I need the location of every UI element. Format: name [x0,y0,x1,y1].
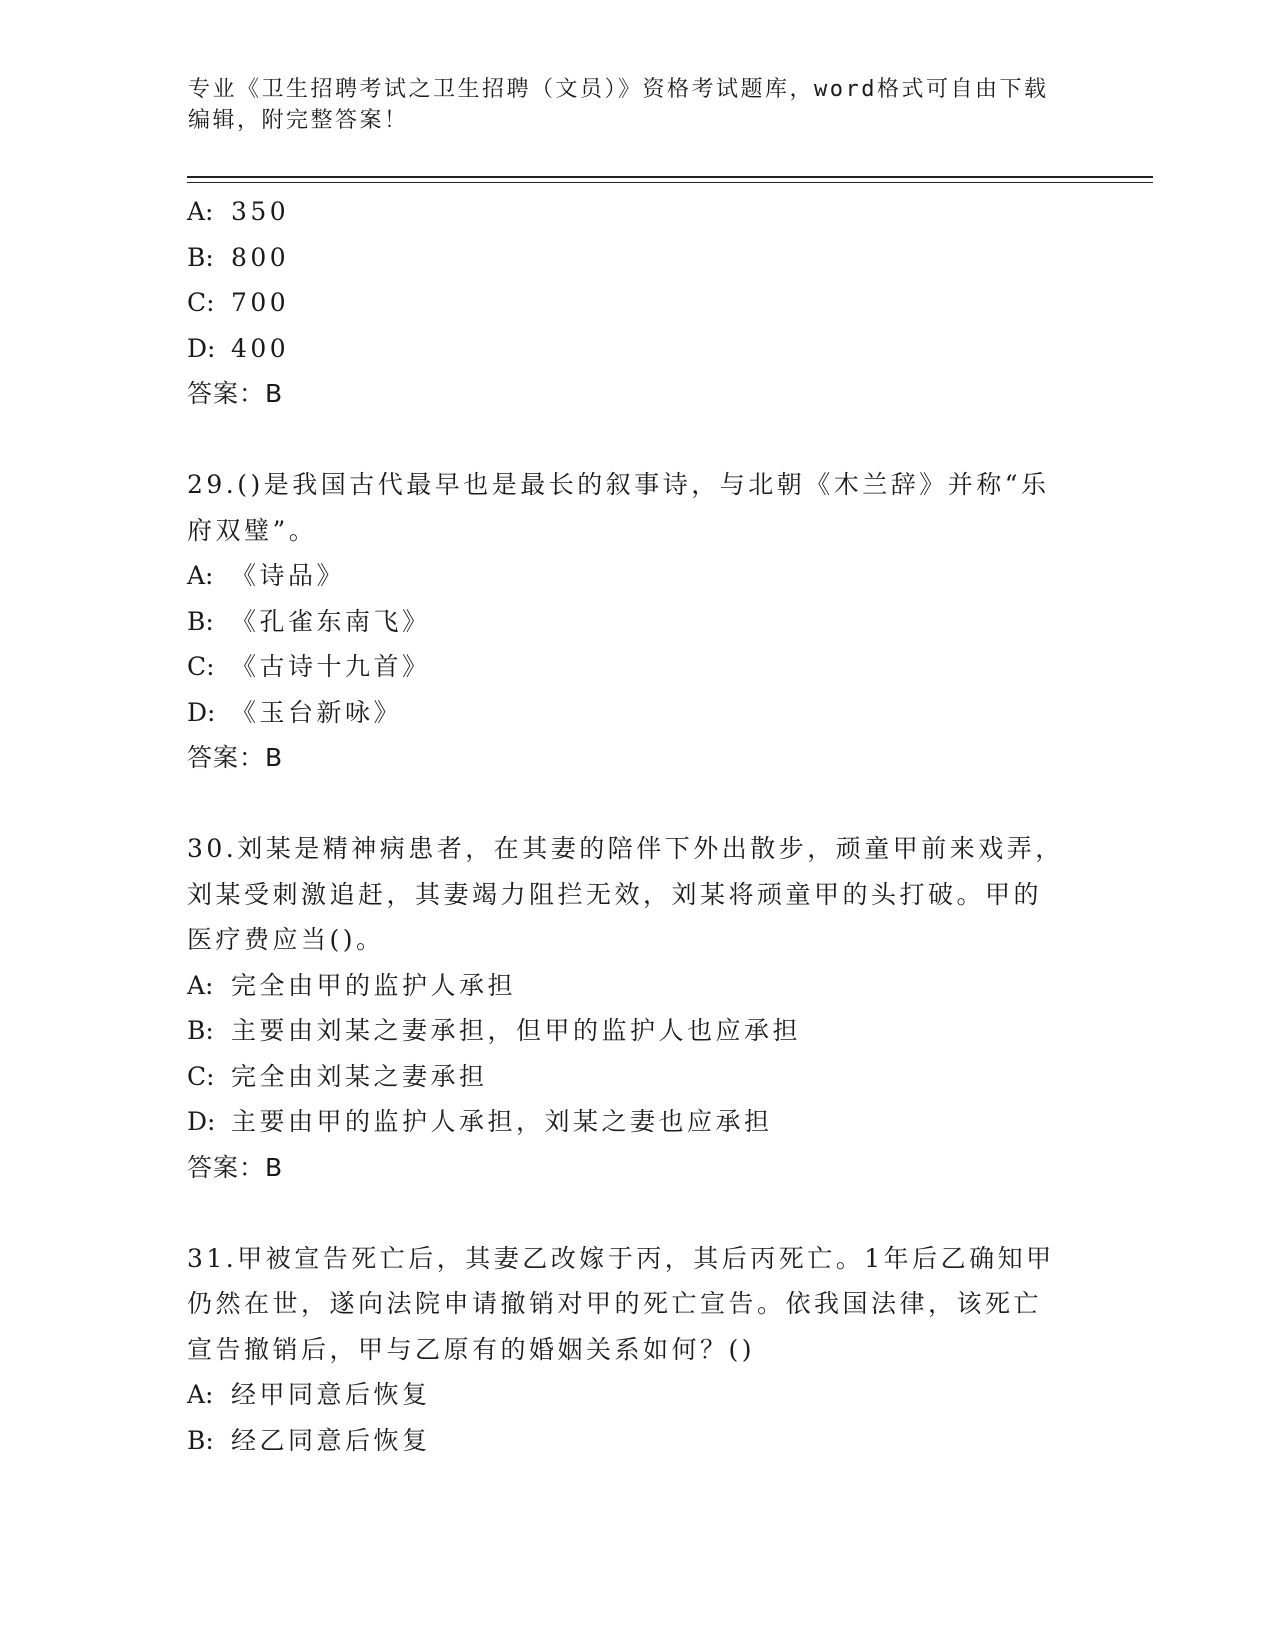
option-a: A: 350 [187,197,290,226]
header-line-2: 编辑，附完整答案！ [188,108,409,133]
answer: 答案：B [187,743,284,772]
option-d: D: 400 [187,333,290,363]
question-text-line: 医疗费应当()。 [187,925,385,954]
question-29 [187,462,1087,781]
question-text-line: 府双璧”。 [187,515,318,545]
option-b: B: 《孔雀东南飞》 [187,606,431,636]
option-a: A: 完全由甲的监护人承担 [187,970,517,1000]
question-text-line: 31.甲被宣告死亡后，其妻乙改嫁于丙，其后丙死亡。1年后乙确知甲 [187,1243,1055,1273]
option-b: B: 主要由刘某之妻承担，但甲的监护人也应承担 [187,1016,802,1045]
question-text-line: 仍然在世，遂向法院申请撤销对甲的死亡宣告。依我国法律，该死亡 [187,1289,1043,1318]
question-list [187,189,1087,1463]
document-header [188,74,1088,136]
option-d: D: 《玉台新咏》 [187,697,403,727]
question-31 [187,1236,1087,1464]
option-c: C: 完全由刘某之妻承担 [187,1061,488,1091]
option-c: C: 《古诗十九首》 [187,652,431,681]
option-a: A: 经甲同意后恢复 [187,1380,431,1409]
option-b: B: 经乙同意后恢复 [187,1425,431,1455]
option-b: B: 800 [187,242,290,272]
question-30 [187,826,1087,1190]
answer: 答案：B [187,379,284,408]
question-text-line: 30.刘某是精神病患者，在其妻的陪伴下外出散步，顽童甲前来戏弄， [187,834,1064,863]
header-line-1: 专业《卫生招聘考试之卫生招聘（文员）》资格考试题库，word格式可自由下载 [188,77,1049,102]
option-a: A: 《诗品》 [187,561,346,590]
header-rule-thick [187,176,1153,178]
question-28 [187,189,1087,417]
header-rule-thin [187,182,1153,183]
option-c: C: 700 [187,288,290,317]
question-text-line: 宣告撤销后，甲与乙原有的婚姻关系如何？() [187,1334,756,1364]
question-text-line: 刘某受刺激追赶，其妻竭力阻拦无效，刘某将顽童甲的头打破。甲的 [187,879,1043,909]
answer: 答案：B [187,1152,284,1182]
question-text-line: 29.()是我国古代最早也是最长的叙事诗，与北朝《木兰辞》并称“乐 [187,470,1050,499]
option-d: D: 主要由甲的监护人承担，刘某之妻也应承担 [187,1107,773,1136]
